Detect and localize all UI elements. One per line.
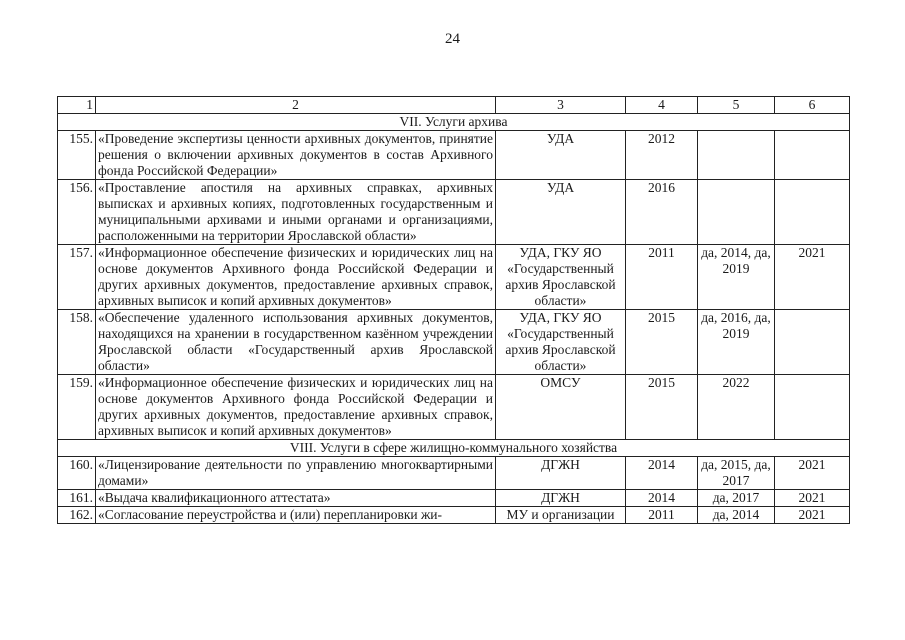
organization: ОМСУ xyxy=(496,375,626,440)
column-5-value: да, 2014, да, 2019 xyxy=(698,245,775,310)
organization: УДА xyxy=(496,180,626,245)
row-number: 155. xyxy=(58,131,96,180)
service-name: «Выдача квалификационного аттестата» xyxy=(96,490,496,507)
column-6-value: 2021 xyxy=(775,507,850,524)
service-name: «Информационное обеспечение физических и юридических лиц на основе документов Архивного фонда Российской Федерации и других архивных документов, предоставление архивных справок, архивных выписок и копий архивных документов» xyxy=(96,375,496,440)
row-number: 159. xyxy=(58,375,96,440)
column-5-value: 2022 xyxy=(698,375,775,440)
table-row xyxy=(58,245,850,310)
year: 2014 xyxy=(626,490,698,507)
header-cell-6: 6 xyxy=(775,97,850,114)
column-6-value: 2021 xyxy=(775,245,850,310)
column-6-value: 2021 xyxy=(775,490,850,507)
year: 2015 xyxy=(626,310,698,375)
organization: УДА, ГКУ ЯО «Государственный архив Ярославской области» xyxy=(496,245,626,310)
row-number: 156. xyxy=(58,180,96,245)
column-6-value xyxy=(775,310,850,375)
header-cell-2: 2 xyxy=(96,97,496,114)
organization: ДГЖН xyxy=(496,490,626,507)
header-cell-4: 4 xyxy=(626,97,698,114)
section-title: VII. Услуги архива xyxy=(58,114,850,131)
year: 2011 xyxy=(626,507,698,524)
year: 2015 xyxy=(626,375,698,440)
row-number: 158. xyxy=(58,310,96,375)
column-5-value xyxy=(698,131,775,180)
header-row xyxy=(58,97,850,114)
column-5-value xyxy=(698,180,775,245)
organization: УДА, ГКУ ЯО «Государственный архив Ярославской области» xyxy=(496,310,626,375)
column-6-value xyxy=(775,375,850,440)
section-title: VIII. Услуги в сфере жилищно-коммунального хозяйства xyxy=(58,440,850,457)
table-row xyxy=(58,490,850,507)
year: 2014 xyxy=(626,457,698,490)
year: 2016 xyxy=(626,180,698,245)
table-row xyxy=(58,131,850,180)
table-row xyxy=(58,375,850,440)
section-row xyxy=(58,114,850,131)
column-5-value: да, 2016, да, 2019 xyxy=(698,310,775,375)
column-5-value: да, 2017 xyxy=(698,490,775,507)
organization: МУ и организации xyxy=(496,507,626,524)
organization: УДА xyxy=(496,131,626,180)
table-row xyxy=(58,310,850,375)
service-name: «Лицензирование деятельности по управлению многоквартирными домами» xyxy=(96,457,496,490)
service-name: «Согласование переустройства и (или) перепланировки жи- xyxy=(96,507,496,524)
row-number: 160. xyxy=(58,457,96,490)
column-5-value: да, 2014 xyxy=(698,507,775,524)
table-row xyxy=(58,507,850,524)
page-number: 24 xyxy=(445,31,460,47)
header-cell-3: 3 xyxy=(496,97,626,114)
row-number: 161. xyxy=(58,490,96,507)
section-row xyxy=(58,440,850,457)
service-name: «Проведение экспертизы ценности архивных документов, принятие решения о включении архивных документов в состав Архивного фонда Российской Федерации» xyxy=(96,131,496,180)
service-name: «Обеспечение удаленного использования архивных документов, находящихся на хранении в государственном казённом учреждении Ярославской области «Государственный архив Ярославской области» xyxy=(96,310,496,375)
row-number: 162. xyxy=(58,507,96,524)
organization: ДГЖН xyxy=(496,457,626,490)
column-6-value xyxy=(775,180,850,245)
row-number: 157. xyxy=(58,245,96,310)
header-cell-1: 1 xyxy=(58,97,96,114)
services-table xyxy=(57,96,850,524)
service-name: «Проставление апостиля на архивных справках, архивных выписках и архивных копиях, подготовленных государственным и муниципальными архивами и иными органами и организациями, расположенными на территории Ярославской области» xyxy=(96,180,496,245)
table-row xyxy=(58,457,850,490)
table-row xyxy=(58,180,850,245)
service-name: «Информационное обеспечение физических и юридических лиц на основе документов Архивного фонда Российской Федерации и других архивных документов, предоставление архивных справок, архивных выписок и копий архивных документов» xyxy=(96,245,496,310)
column-5-value: да, 2015, да, 2017 xyxy=(698,457,775,490)
column-6-value xyxy=(775,131,850,180)
column-6-value: 2021 xyxy=(775,457,850,490)
year: 2012 xyxy=(626,131,698,180)
header-cell-5: 5 xyxy=(698,97,775,114)
year: 2011 xyxy=(626,245,698,310)
